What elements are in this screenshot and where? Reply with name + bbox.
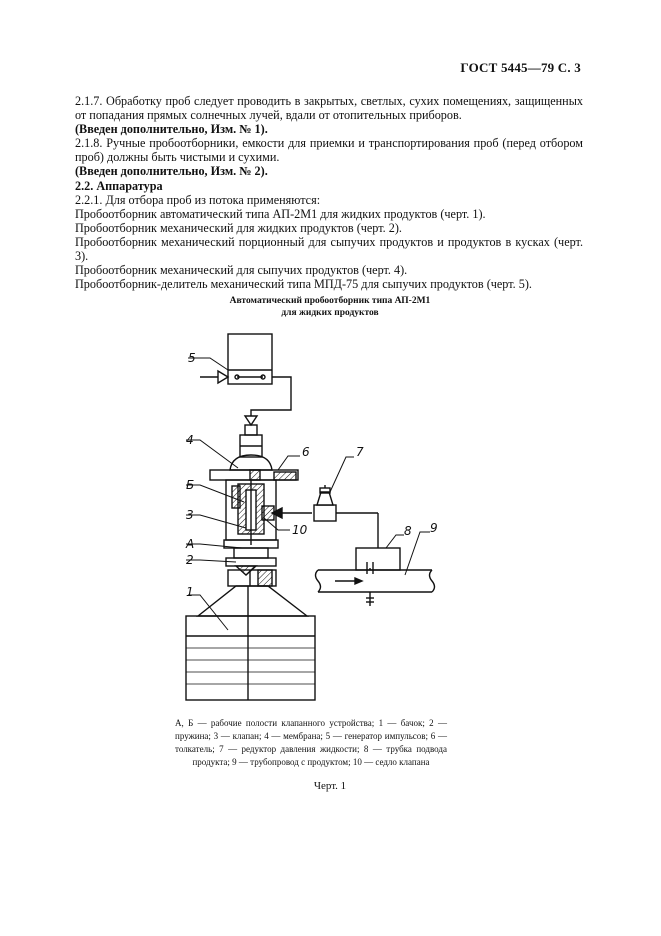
page-header: ГОСТ 5445—79 С. 3 <box>460 60 581 75</box>
list-item-sampler-4: Пробоотборник механический для сыпучих продуктов (черт. 4). <box>75 263 408 278</box>
paragraph-2-1-8: 2.1.8. Ручные пробоотборники, емкости для приемки и транспортирования проб (перед отбором проб) должны быть чистыми и сухими. <box>75 136 583 165</box>
label-3: 3 <box>186 508 194 522</box>
label-a: А <box>186 537 195 551</box>
list-item-sampler-3: Пробоотборник механический порционный для сыпучих продуктов и продуктов в кусках (черт. 3). <box>75 234 583 264</box>
paragraph-2-1-7: 2.1.7. Обработку проб следует проводить в закрытых, светлых, сухих помещениях, защищенных от попадания прямых солнечных лучей, вдали от отопительных приборов. <box>75 94 583 123</box>
figure-title <box>160 295 500 319</box>
label-8: 8 <box>404 524 412 538</box>
figure-title-line-2: для жидких продуктов <box>281 308 379 318</box>
label-10: 10 <box>292 523 308 537</box>
figure-legend: А, Б — рабочие полости клапанного устройства; 1 — бачок; 2 — пружина; 3 — клапан; 4 — мембрана; 5 — генератор импульсов; 6 — толкатель; 7 — редуктор давления жидкости; 8 — трубка подвода продукта; 9 — трубопровод с продуктом; 10 — седло клапана <box>175 718 447 767</box>
figure-caption: Черт. 1 <box>313 780 347 792</box>
leader-lines <box>186 358 430 630</box>
control-line <box>251 377 291 416</box>
list-item-sampler-5: Пробоотборник-делитель механический типа МПД-75 для сыпучих продуктов (черт. 5). <box>75 277 532 292</box>
list-item-sampler-1: Пробоотборник автоматический типа АП-2М1 для жидких продуктов (черт. 1). <box>75 206 486 221</box>
list-item-sampler-2: Пробоотборник механический для жидких продуктов (черт. 2). <box>75 220 402 235</box>
label-1: 1 <box>186 585 194 599</box>
tank <box>186 616 315 700</box>
label-9: 9 <box>430 521 438 535</box>
section-heading-apparatus: 2.2. Аппаратура <box>75 178 163 193</box>
body-text <box>75 94 583 291</box>
pressure-reducer <box>314 505 336 521</box>
product-supply-tube <box>356 548 400 570</box>
figure-title-line-1: Автоматический пробоотборник типа АП-2М1 <box>229 296 431 306</box>
amendment-note-2: (Введен дополнительно, Изм. № 2). <box>75 164 268 179</box>
label-2: 2 <box>186 553 194 567</box>
label-6: 6 <box>302 445 310 459</box>
amendment-note-1: (Введен дополнительно, Изм. № 1). <box>75 122 268 137</box>
signal-input-arrow <box>218 371 228 383</box>
label-b: Б <box>186 478 195 492</box>
tank-liquid-hatching <box>186 648 315 684</box>
sampler-diagram <box>170 325 470 705</box>
label-7: 7 <box>356 445 364 459</box>
tank-hopper <box>198 586 307 616</box>
label-5: 5 <box>188 351 196 365</box>
label-4: 4 <box>186 433 194 447</box>
paragraph-2-2-1: 2.2.1. Для отбора проб из потока применяются: <box>75 192 321 207</box>
